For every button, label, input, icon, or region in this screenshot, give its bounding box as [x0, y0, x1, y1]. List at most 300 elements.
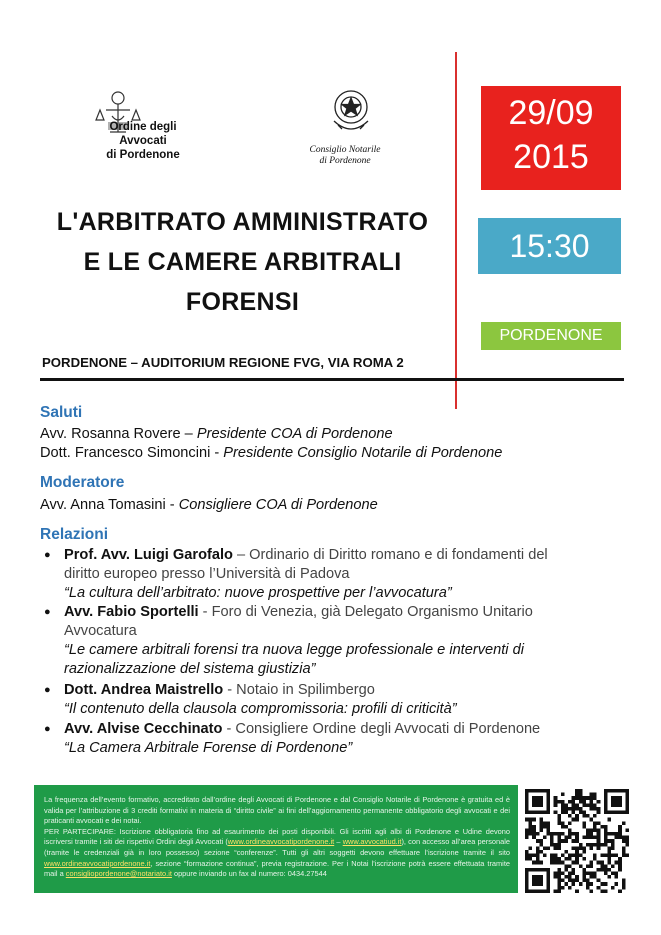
qr-module [550, 839, 554, 843]
qr-module [529, 828, 533, 832]
qr-module [618, 889, 622, 893]
qr-module [625, 793, 629, 797]
qr-module [572, 807, 576, 811]
qr-module [525, 811, 529, 815]
qr-module [604, 807, 608, 811]
qr-module [525, 828, 529, 832]
qr-module [525, 879, 529, 883]
qr-module [582, 875, 586, 879]
qr-module [593, 825, 597, 829]
qr-module [543, 854, 547, 858]
qr-module [590, 832, 594, 836]
qr-module [536, 832, 540, 836]
date-badge [481, 86, 621, 190]
qr-module [590, 818, 594, 822]
qr-module [611, 846, 615, 850]
qr-module [536, 889, 540, 893]
qr-module [536, 879, 540, 883]
qr-module [593, 854, 597, 858]
qr-module [579, 796, 583, 800]
qr-module [529, 889, 533, 893]
link-avvocati-udine[interactable]: www.avvocatiud.it [342, 837, 402, 847]
saluti-role-1: Presidente COA di Pordenone [196, 426, 393, 442]
qr-module [625, 796, 629, 800]
registration-text [44, 827, 510, 880]
qr-module [607, 789, 611, 793]
qr-module [604, 825, 608, 829]
qr-module [525, 854, 529, 858]
qr-module [547, 811, 551, 815]
qr-module [579, 854, 583, 858]
qr-module [539, 861, 543, 865]
qr-module [604, 832, 608, 836]
qr-module [611, 803, 615, 807]
qr-module [604, 871, 608, 875]
qr-module [572, 854, 576, 858]
qr-module [550, 836, 554, 840]
qr-module [572, 803, 576, 807]
qr-module [564, 836, 568, 840]
qr-module [575, 818, 579, 822]
qr-module [557, 832, 561, 836]
qr-module [590, 807, 594, 811]
qr-module [593, 828, 597, 832]
qr-module [557, 886, 561, 890]
qr-module [568, 871, 572, 875]
qr-module [561, 854, 565, 858]
qr-module [554, 854, 558, 858]
qr-module [561, 793, 565, 797]
qr-module [604, 839, 608, 843]
saluti-item-1 [40, 426, 393, 442]
qr-module [568, 854, 572, 858]
qr-module [543, 846, 547, 850]
qr-module [575, 875, 579, 879]
qr-module [593, 814, 597, 818]
registration-text-a: PER PARTECIPARE: Iscrizione obbligatoria fino ad esaurimento dei posti disponibili. Gli iscritti agli albi di Pordenone e Udine devono iscriversi tramite i siti dei rispettivi Ordini degli Avvocati ( [44, 826, 510, 847]
qr-module [607, 857, 611, 861]
qr-module [604, 854, 608, 858]
qr-module [539, 839, 543, 843]
qr-module [618, 836, 622, 840]
qr-module [597, 879, 601, 883]
qr-module [615, 854, 619, 858]
qr-module [564, 868, 568, 872]
ordine-avvocati-logo-text [88, 120, 198, 162]
qr-module [618, 796, 622, 800]
qr-module [557, 879, 561, 883]
qr-module [568, 821, 572, 825]
logo-left-line2: di Pordenone [106, 149, 180, 161]
qr-module [618, 861, 622, 865]
qr-module [536, 839, 540, 843]
qr-module [568, 807, 572, 811]
qr-module [615, 832, 619, 836]
qr-module [564, 825, 568, 829]
event-title [35, 202, 450, 322]
qr-module [597, 839, 601, 843]
qr-module [582, 846, 586, 850]
qr-module [575, 807, 579, 811]
qr-module [568, 857, 572, 861]
city-badge [481, 322, 621, 350]
qr-module [579, 846, 583, 850]
qr-module [539, 818, 543, 822]
saluti-name-1: Avv. Rosanna Rovere – [40, 426, 197, 442]
qr-module [536, 789, 540, 793]
qr-module [525, 807, 529, 811]
qr-module [547, 800, 551, 804]
qr-module [572, 861, 576, 865]
qr-module [590, 793, 594, 797]
qr-module [525, 882, 529, 886]
qr-module [561, 879, 565, 883]
qr-module [604, 868, 608, 872]
qr-module [525, 868, 529, 872]
qr-module [543, 821, 547, 825]
qr-module [572, 800, 576, 804]
qr-module [554, 796, 558, 800]
qr-module [575, 850, 579, 854]
qr-module [586, 843, 590, 847]
qr-code-icon[interactable] [525, 789, 629, 893]
event-time: 15:30 [509, 228, 590, 264]
event-city: PORDENONE [499, 327, 603, 344]
qr-module [539, 868, 543, 872]
qr-module [582, 821, 586, 825]
qr-module [611, 886, 615, 890]
registration-text-c: ), con accesso all’area personale (tramite le credenziali già in loro possesso) sezione “conferenze”. Tutti gli altri soggetti devono effettuare l’iscrizione tramite il sito [44, 837, 510, 857]
qr-module [582, 811, 586, 815]
qr-module [554, 832, 558, 836]
qr-module [532, 832, 536, 836]
accreditation-text: La frequenza dell’evento formativo, accreditato dall’ordine degli Avvocati di Pordenone e dal Consiglio Notarile di Pordenone è gratuita ed è valida per l’attribuzione di 3 crediti formativi in materia di “diritto civile” ai fini dell’aggiornamento permanente obbligatorio degli avvocati e dei praticanti avvocati e dei notai. [44, 795, 510, 826]
qr-module [593, 875, 597, 879]
qr-module [529, 811, 533, 815]
qr-module [564, 839, 568, 843]
qr-module [547, 886, 551, 890]
qr-module [575, 854, 579, 858]
qr-module [557, 839, 561, 843]
qr-module [564, 811, 568, 815]
qr-module [564, 803, 568, 807]
qr-module [532, 882, 536, 886]
qr-module [547, 796, 551, 800]
qr-module [615, 796, 619, 800]
qr-module [597, 836, 601, 840]
qr-module [568, 879, 572, 883]
qr-module [582, 800, 586, 804]
relazioni-heading: Relazioni [40, 526, 109, 543]
qr-module [539, 875, 543, 879]
qr-module [586, 864, 590, 868]
bullet-icon: ● [44, 723, 51, 735]
qr-module [557, 818, 561, 822]
qr-module [586, 879, 590, 883]
qr-module [564, 807, 568, 811]
qr-module [568, 814, 572, 818]
qr-module [554, 843, 558, 847]
speaker-4-name: Avv. Alvise Cecchinato [64, 721, 223, 737]
qr-module [575, 803, 579, 807]
date-day-month: 29/09 [508, 94, 594, 132]
qr-module [590, 800, 594, 804]
qr-module [586, 886, 590, 890]
qr-module [582, 825, 586, 829]
qr-module [590, 846, 594, 850]
speaker-4-desc-1: - Consigliere Ordine degli Avvocati di Pordenone [222, 721, 541, 737]
qr-module [529, 846, 533, 850]
speaker-1-desc-2: diritto europeo presso l’Università di Padova [64, 566, 350, 582]
qr-module [615, 871, 619, 875]
qr-module [622, 811, 626, 815]
vertical-divider [455, 52, 457, 409]
qr-module [625, 854, 629, 858]
qr-module [547, 793, 551, 797]
qr-module [572, 818, 576, 822]
qr-module [622, 789, 626, 793]
qr-module [557, 843, 561, 847]
qr-module [607, 832, 611, 836]
qr-module [618, 789, 622, 793]
qr-module [557, 871, 561, 875]
qr-module [625, 828, 629, 832]
logo-right-line1: Consiglio Notarile [309, 145, 381, 155]
qr-module [557, 800, 561, 804]
qr-module [568, 886, 572, 890]
qr-module [561, 825, 565, 829]
qr-module [575, 789, 579, 793]
qr-module [615, 803, 619, 807]
qr-module [622, 882, 626, 886]
qr-module [525, 857, 529, 861]
qr-module [547, 882, 551, 886]
qr-module [532, 803, 536, 807]
qr-module [582, 814, 586, 818]
qr-module [539, 850, 543, 854]
qr-module [539, 821, 543, 825]
qr-module [590, 875, 594, 879]
qr-module [568, 832, 572, 836]
saluti-name-2: Dott. Francesco Simoncini - [40, 445, 224, 461]
qr-module [529, 854, 533, 858]
qr-module [622, 846, 626, 850]
qr-module [532, 868, 536, 872]
qr-module [590, 796, 594, 800]
qr-module [604, 836, 608, 840]
qr-module [561, 871, 565, 875]
qr-module [550, 854, 554, 858]
bullet-icon: ● [44, 549, 51, 561]
qr-module [586, 828, 590, 832]
qr-module [611, 800, 615, 804]
moderatore-role: Consigliere COA di Pordenone [178, 497, 378, 513]
time-badge [478, 218, 621, 274]
qr-module [590, 843, 594, 847]
qr-module [575, 861, 579, 865]
qr-module [561, 886, 565, 890]
speaker-1-talk: “La cultura dell’arbitrato: nuove prospettive per l’avvocatura” [64, 585, 452, 601]
qr-module [618, 803, 622, 807]
qr-module [525, 796, 529, 800]
bullet-icon: ● [44, 684, 51, 696]
qr-module [625, 803, 629, 807]
speaker-1-name: Prof. Avv. Luigi Garofalo [64, 547, 233, 563]
qr-module [529, 825, 533, 829]
qr-module [590, 882, 594, 886]
qr-module [604, 828, 608, 832]
qr-module [625, 843, 629, 847]
qr-module [586, 882, 590, 886]
qr-module [604, 800, 608, 804]
qr-module [575, 889, 579, 893]
qr-module [561, 803, 565, 807]
qr-module [622, 839, 626, 843]
qr-module [539, 889, 543, 893]
qr-module [564, 864, 568, 868]
saluti-heading: Saluti [40, 404, 83, 421]
qr-module [590, 871, 594, 875]
speaker-4-talk: “La Camera Arbitrale Forense di Pordenone” [64, 740, 353, 756]
qr-module [543, 868, 547, 872]
qr-module [582, 836, 586, 840]
title-line-1: L'ARBITRATO AMMINISTRATO [56, 208, 429, 236]
qr-module [547, 871, 551, 875]
qr-module [532, 875, 536, 879]
qr-module [547, 846, 551, 850]
qr-module [597, 843, 601, 847]
qr-module [618, 811, 622, 815]
qr-module [525, 803, 529, 807]
qr-module [532, 836, 536, 840]
qr-module [557, 868, 561, 872]
qr-module [590, 864, 594, 868]
qr-module [539, 843, 543, 847]
qr-module [586, 871, 590, 875]
qr-module [611, 839, 615, 843]
qr-module [539, 828, 543, 832]
qr-module [525, 875, 529, 879]
registration-text-b: – [334, 837, 343, 847]
qr-module [611, 832, 615, 836]
qr-module [525, 889, 529, 893]
speaker-2-desc-2: Avvocatura [64, 623, 137, 639]
event-venue: PORDENONE – AUDITORIUM REGIONE FVG, VIA ROMA 2 [42, 355, 404, 370]
qr-module [532, 889, 536, 893]
qr-module [575, 796, 579, 800]
qr-module [622, 850, 626, 854]
qr-module [611, 796, 615, 800]
qr-module [615, 861, 619, 865]
qr-module [586, 814, 590, 818]
qr-module [543, 811, 547, 815]
qr-module [597, 828, 601, 832]
qr-module [618, 868, 622, 872]
logo-left-line1: Ordine degli Avvocati [109, 121, 177, 147]
qr-module [579, 800, 583, 804]
qr-module [600, 868, 604, 872]
qr-module [593, 821, 597, 825]
qr-module [554, 803, 558, 807]
speaker-3-name: Dott. Andrea Maistrello [64, 682, 224, 698]
qr-module [597, 821, 601, 825]
qr-module [525, 871, 529, 875]
bullet-icon: ● [44, 606, 51, 618]
speaker-1 [64, 547, 548, 563]
qr-module [615, 882, 619, 886]
qr-module [622, 821, 626, 825]
qr-module [557, 814, 561, 818]
qr-module [561, 839, 565, 843]
moderatore-name: Avv. Anna Tomasini - [40, 497, 179, 513]
qr-module [582, 857, 586, 861]
qr-module [618, 800, 622, 804]
qr-module [539, 879, 543, 883]
qr-module [529, 868, 533, 872]
qr-module [539, 811, 543, 815]
qr-module [572, 811, 576, 815]
qr-module [561, 800, 565, 804]
qr-module [611, 843, 615, 847]
qr-module [597, 832, 601, 836]
qr-module [561, 861, 565, 865]
qr-module [532, 828, 536, 832]
qr-module [561, 821, 565, 825]
qr-module [550, 861, 554, 865]
qr-module [582, 868, 586, 872]
link-email-notariato[interactable]: consigliopordenone@notariato.it [65, 869, 172, 879]
qr-module [618, 857, 622, 861]
qr-module [607, 839, 611, 843]
qr-module [536, 875, 540, 879]
speaker-4 [64, 721, 540, 737]
qr-module [536, 803, 540, 807]
qr-module [607, 854, 611, 858]
qr-module [622, 886, 626, 890]
qr-module [529, 857, 533, 861]
qr-module [564, 875, 568, 879]
qr-module [554, 846, 558, 850]
moderatore-heading: Moderatore [40, 474, 125, 491]
qr-module [539, 825, 543, 829]
qr-module [572, 871, 576, 875]
qr-module [622, 879, 626, 883]
qr-module [543, 889, 547, 893]
qr-module [579, 811, 583, 815]
qr-module [615, 811, 619, 815]
qr-module [525, 818, 529, 822]
qr-module [572, 832, 576, 836]
qr-module [525, 836, 529, 840]
qr-module [547, 828, 551, 832]
qr-module [529, 832, 533, 836]
qr-module [554, 871, 558, 875]
qr-module [529, 789, 533, 793]
qr-module [579, 843, 583, 847]
qr-module [600, 889, 604, 893]
qr-module [593, 803, 597, 807]
qr-module [564, 857, 568, 861]
qr-module [568, 836, 572, 840]
qr-module [597, 886, 601, 890]
qr-module [547, 889, 551, 893]
qr-module [547, 789, 551, 793]
link-ordine-avvocati-pordenone[interactable]: www.ordineavvocatipordenone.it [227, 837, 335, 847]
link-ordine-avvocati-pordenone-2[interactable]: www.ordineavvocatipordenone.it [44, 858, 151, 868]
qr-module [625, 807, 629, 811]
qr-module [611, 811, 615, 815]
qr-module [604, 843, 608, 847]
